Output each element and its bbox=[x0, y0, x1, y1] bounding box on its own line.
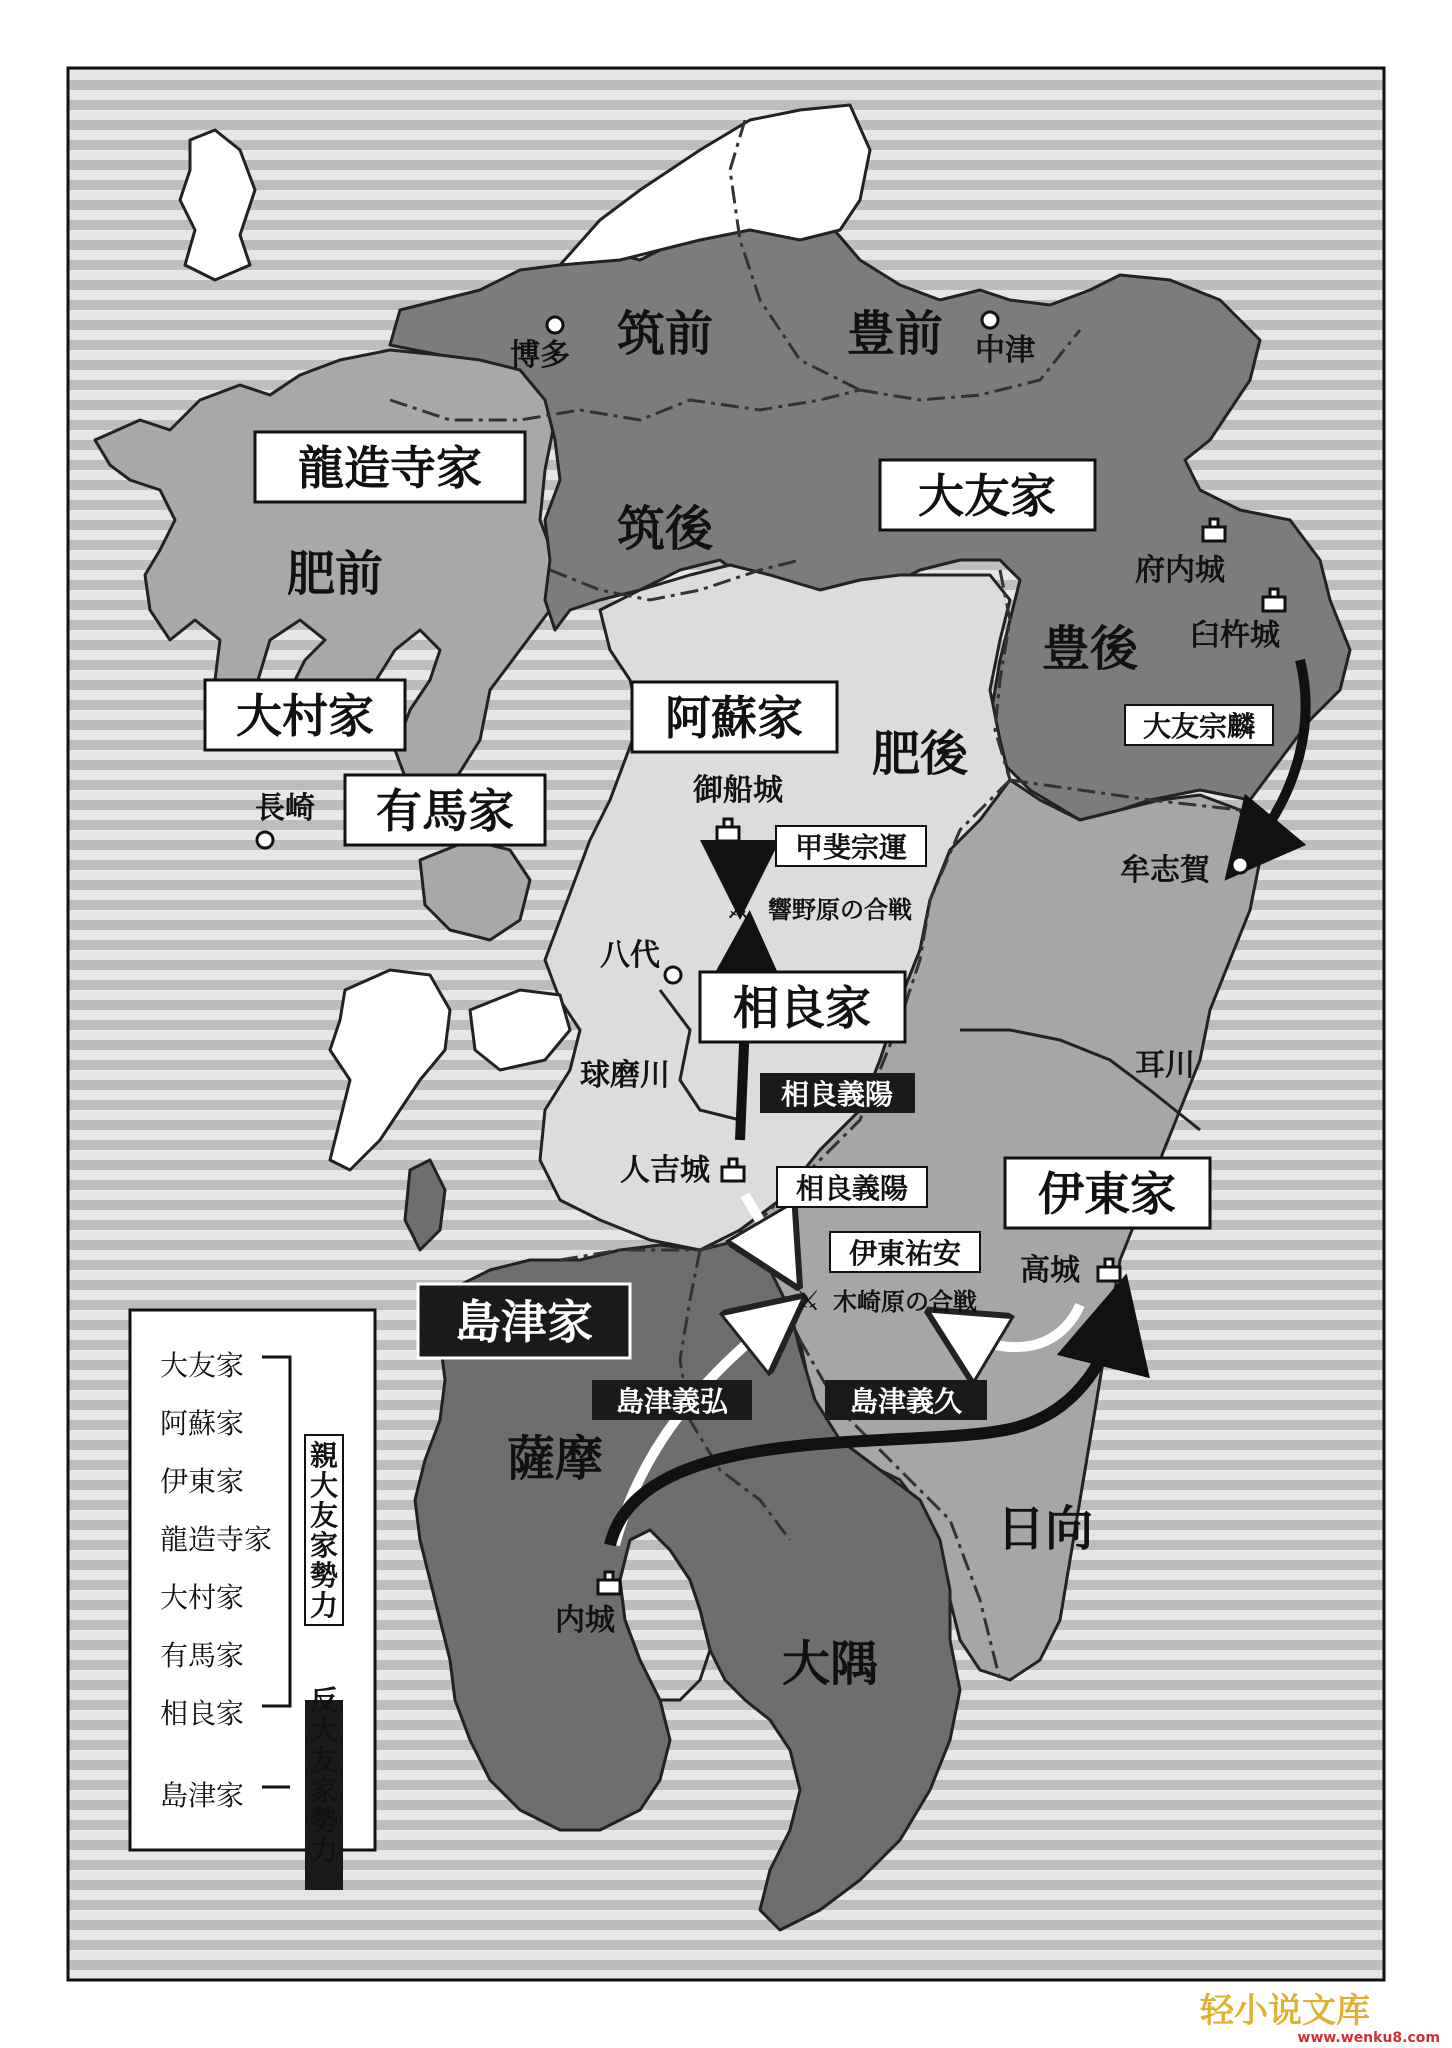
svg-text:島津家: 島津家 bbox=[455, 1295, 593, 1349]
marker-nagasaki bbox=[257, 832, 273, 848]
general-shimazu-yoshihiro bbox=[592, 1380, 752, 1420]
province-buzen: 豊前 bbox=[846, 306, 944, 362]
place-usuki: 臼杵城 bbox=[1190, 618, 1280, 653]
svg-text:島津義弘: 島津義弘 bbox=[615, 1385, 729, 1418]
svg-text:相良家: 相良家 bbox=[733, 981, 871, 1035]
legend-item: 大友家 bbox=[160, 1349, 245, 1382]
battle-hibikinohara: 響野原の合戦 bbox=[768, 895, 912, 924]
crossed-swords-icon: ⚔ bbox=[725, 892, 751, 925]
place-uchijo: 内城 bbox=[555, 1603, 615, 1638]
svg-text:大村家: 大村家 bbox=[236, 689, 374, 743]
place-mifune: 御船城 bbox=[693, 773, 783, 808]
clan-otomo bbox=[880, 460, 1095, 530]
province-hizen: 肥前 bbox=[286, 546, 384, 602]
svg-text:伊東家: 伊東家 bbox=[1038, 1167, 1176, 1221]
province-chikugo: 筑後 bbox=[616, 501, 714, 557]
province-chikuzen: 筑前 bbox=[616, 306, 714, 362]
legend-item: 龍造寺家 bbox=[160, 1523, 273, 1556]
clan-sagara bbox=[700, 972, 905, 1042]
legend-anti-label: 反大友家勢力 bbox=[309, 1684, 339, 1867]
general-sagara-2 bbox=[777, 1167, 927, 1207]
marker-nakatsu bbox=[982, 312, 998, 328]
province-bungo: 豊後 bbox=[1041, 621, 1139, 677]
general-otomo-sorin bbox=[1125, 705, 1273, 745]
place-nagasaki: 長崎 bbox=[255, 791, 315, 826]
marker-mushika bbox=[1232, 857, 1248, 873]
svg-text:阿蘇家: 阿蘇家 bbox=[665, 691, 803, 745]
clan-shimazu bbox=[418, 1284, 630, 1358]
watermark-url: www.wenku8.com bbox=[1297, 2030, 1440, 2046]
clan-aso bbox=[632, 682, 837, 752]
svg-text:相良義陽: 相良義陽 bbox=[795, 1172, 909, 1205]
legend-item: 阿蘇家 bbox=[160, 1407, 245, 1440]
battle-kizakibaru: 木崎原の合戦 bbox=[833, 1287, 977, 1316]
province-hyuga: 日向 bbox=[996, 1501, 1094, 1557]
legend bbox=[130, 1310, 375, 1890]
crossed-swords-icon-2: ⚔ bbox=[795, 1284, 821, 1317]
province-osumi: 大隅 bbox=[781, 1636, 879, 1692]
svg-text:有馬家: 有馬家 bbox=[376, 784, 514, 838]
watermark-logo: 轻小说文库 bbox=[1200, 1991, 1370, 2031]
general-kai-soun bbox=[776, 826, 926, 866]
place-nakatsu: 中津 bbox=[975, 333, 1035, 368]
svg-text:甲斐宗運: 甲斐宗運 bbox=[794, 831, 908, 864]
legend-item: 大村家 bbox=[160, 1581, 245, 1614]
marker-hakata bbox=[547, 317, 563, 333]
place-hakata: 博多 bbox=[510, 338, 570, 373]
province-satsuma: 薩摩 bbox=[506, 1431, 604, 1487]
province-higo: 肥後 bbox=[871, 726, 969, 782]
place-yatsushiro: 八代 bbox=[600, 938, 660, 973]
clan-arima bbox=[345, 775, 545, 845]
legend-item: 相良家 bbox=[160, 1697, 245, 1730]
marker-yatsushiro bbox=[665, 967, 681, 983]
clan-ryuzoji bbox=[255, 432, 525, 502]
legend-item: 島津家 bbox=[160, 1779, 245, 1812]
svg-text:島津義久: 島津義久 bbox=[849, 1385, 963, 1418]
place-kumagawa: 球磨川 bbox=[580, 1058, 670, 1093]
svg-text:大友宗麟: 大友宗麟 bbox=[1142, 710, 1256, 743]
place-hitoyoshi: 人吉城 bbox=[620, 1153, 710, 1188]
place-takajo: 高城 bbox=[1020, 1253, 1080, 1288]
place-funai: 府内城 bbox=[1135, 553, 1225, 588]
svg-text:龍造寺家: 龍造寺家 bbox=[298, 441, 482, 495]
legend-item: 有馬家 bbox=[160, 1639, 245, 1672]
place-mimikawa: 耳川 bbox=[1135, 1048, 1195, 1083]
general-sagara-1 bbox=[760, 1073, 915, 1113]
clan-omura bbox=[205, 680, 405, 750]
svg-text:大友家: 大友家 bbox=[918, 469, 1056, 523]
general-ito-yoshisuke bbox=[830, 1232, 980, 1272]
legend-item: 伊東家 bbox=[160, 1465, 245, 1498]
general-shimazu-yoshihisa bbox=[825, 1380, 987, 1420]
svg-text:相良義陽: 相良義陽 bbox=[780, 1078, 894, 1111]
clan-ito bbox=[1005, 1158, 1210, 1228]
place-mushika: 牟志賀 bbox=[1120, 853, 1210, 888]
svg-text:伊東祐安: 伊東祐安 bbox=[848, 1237, 962, 1270]
legend-pro-label: 親大友家勢力 bbox=[309, 1439, 339, 1622]
